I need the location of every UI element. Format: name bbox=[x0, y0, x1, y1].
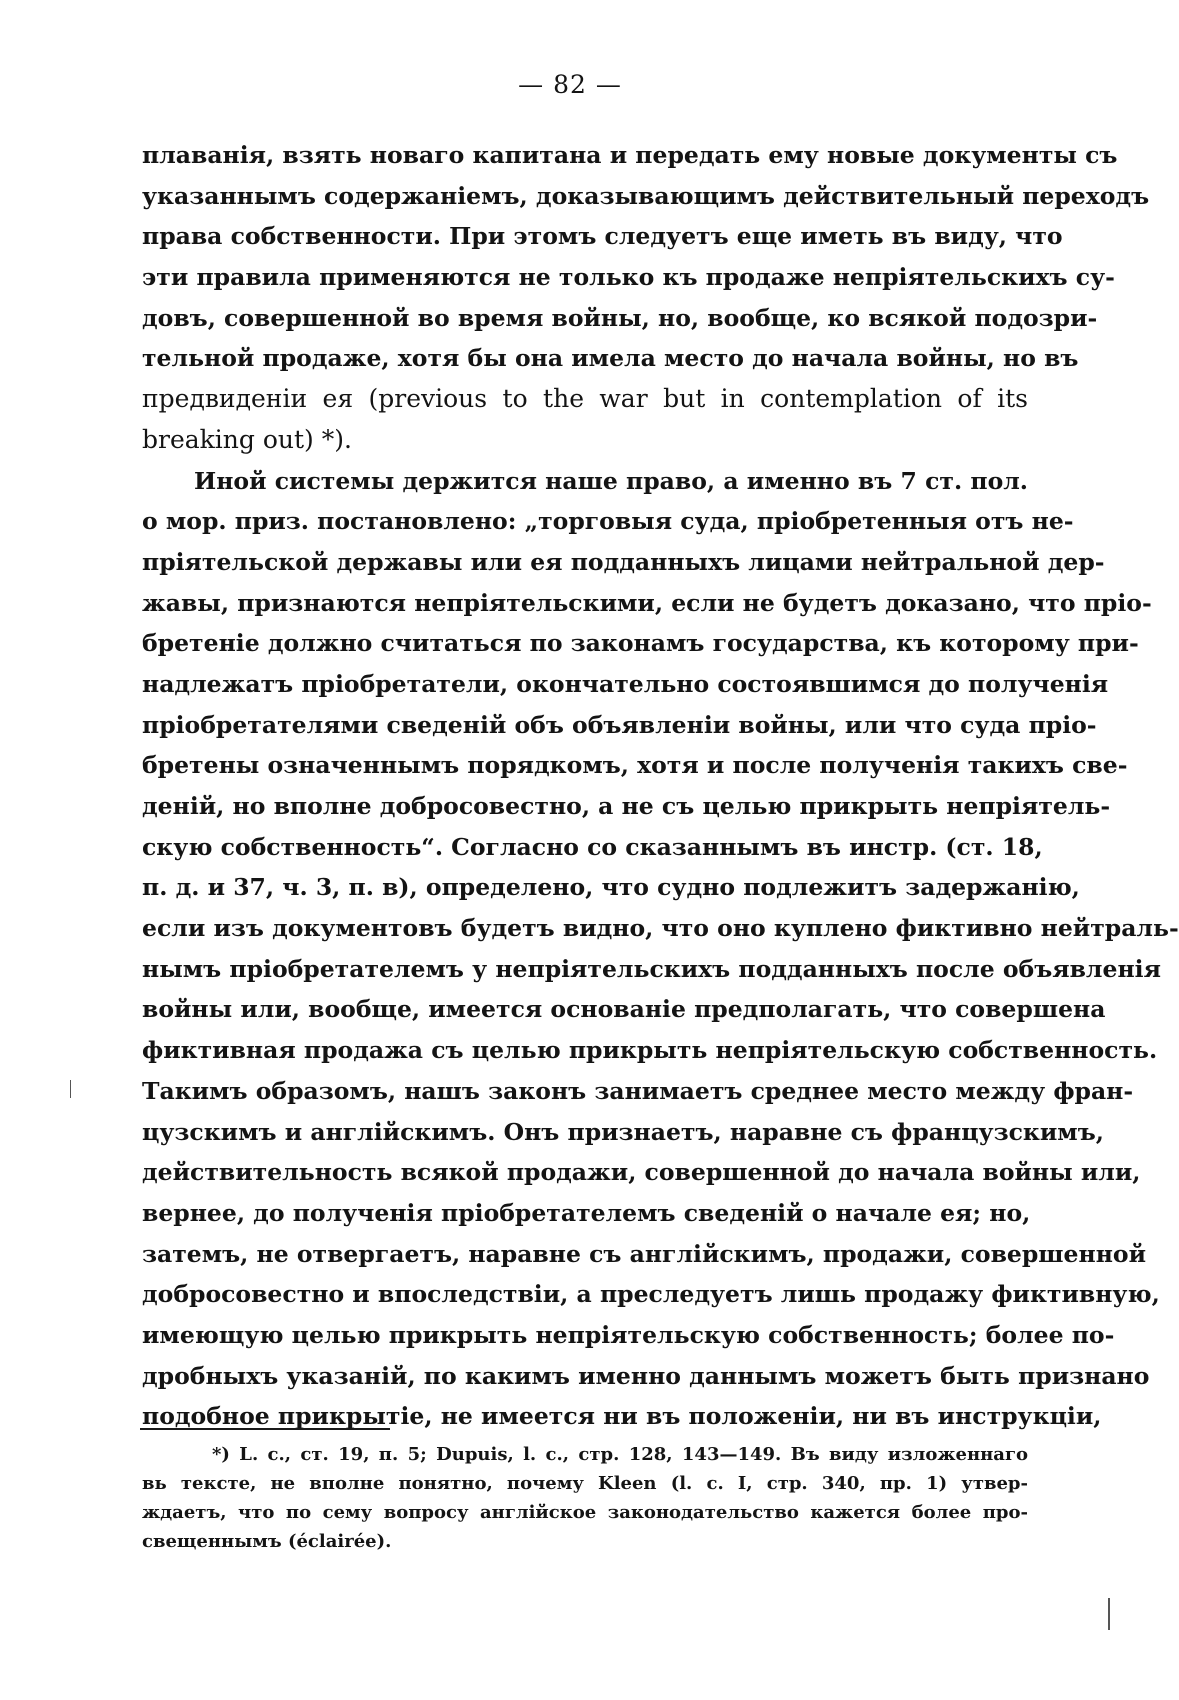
paragraph-start-line: Иной системы держится наше право, а именно въ 7 ст. пол. bbox=[194, 466, 1028, 495]
text-line: цузскимъ и англійскимъ. Онъ признаетъ, наравне съ французскимъ, bbox=[142, 1117, 1104, 1146]
text-line: надлежатъ пріобретатели, окончательно состоявшимся до полученія bbox=[142, 669, 1109, 698]
text-line: затемъ, не отвергаетъ, наравне съ англійскимъ, продажи, совершенной bbox=[142, 1239, 1147, 1268]
footnote-line: свещеннымъ (éclairée). bbox=[142, 1531, 392, 1552]
text-line: подобное прикрытіе, не имеется ни въ положеніи, ни въ инструкціи, bbox=[142, 1402, 1102, 1431]
text-line: скую собственность“. Согласно со сказаннымъ въ инстр. (ст. 18, bbox=[142, 832, 1043, 861]
text-line: breaking out) *). bbox=[142, 424, 352, 454]
text-line: права собственности. При этомъ следуетъ еще иметь въ виду, что bbox=[142, 222, 1063, 251]
text-line: тельной продаже, хотя бы она имела место до начала войны, но въ bbox=[142, 344, 1079, 373]
text-line: эти правила применяются не только къ продаже непріятельскихъ су- bbox=[142, 263, 1115, 292]
footnote-separator bbox=[140, 1428, 390, 1430]
text-line: войны или, вообще, имеется основаніе предполагать, что совершена bbox=[142, 995, 1106, 1024]
text-line: дробныхъ указаній, по какимъ именно даннымъ можетъ быть признано bbox=[142, 1361, 1150, 1390]
text-line: Такимъ образомъ, нашъ законъ занимаетъ среднее место между фран- bbox=[142, 1076, 1134, 1105]
text-line: предвиденіи ея (previous to the war but in contemplation of its bbox=[142, 384, 1028, 414]
text-line: бретеніе должно считаться по законамъ государства, къ которому при- bbox=[142, 629, 1139, 658]
text-line: жавы, признаются непріятельскими, если не будетъ доказано, что пріо- bbox=[142, 588, 1152, 617]
text-line: указаннымъ содержаніемъ, доказывающимъ действительный переходъ bbox=[142, 181, 1150, 210]
text-line: о мор. приз. постановлено: „торговыя суда, пріобретенныя отъ не- bbox=[142, 507, 1074, 536]
scan-speck bbox=[1108, 1598, 1110, 1630]
text-line: плаванія, взять новаго капитана и передать ему новые документы съ bbox=[142, 141, 1118, 169]
page-number: — 82 — bbox=[518, 70, 622, 99]
text-line: имеющую целью прикрыть непріятельскую собственность; более по- bbox=[142, 1320, 1115, 1349]
footnote-line: *) L. c., ст. 19, п. 5; Dupuis, l. c., стр. 128, 143—149. Въ виду изложеннаго bbox=[212, 1444, 1028, 1465]
text-line: вернее, до полученія пріобретателемъ сведеній о начале ея; но, bbox=[142, 1198, 1031, 1227]
footnote bbox=[142, 1440, 1028, 1556]
text-line: фиктивная продажа съ целью прикрыть непріятельскую собственность. bbox=[142, 1036, 1158, 1065]
text-line: довъ, совершенной во время войны, но, вообще, ко всякой подозри- bbox=[142, 303, 1098, 332]
text-line: пріобретателями сведеній объ объявленіи войны, или что суда пріо- bbox=[142, 710, 1097, 739]
text-line: пріятельской державы или ея подданныхъ лицами нейтральной дер- bbox=[142, 547, 1105, 576]
text-line: п. д. и 37, ч. 3, п. в), определено, что судно подлежитъ задержанію, bbox=[142, 873, 1080, 902]
footnote-line: вь тексте, не вполне понятно, почему Kleen (l. c. I, стр. 340, пр. 1) утвер- bbox=[142, 1473, 1028, 1494]
text-line: действительность всякой продажи, совершенной до начала войны или, bbox=[142, 1158, 1141, 1187]
text-line: добросовестно и впоследствіи, а преследуетъ лишь продажу фиктивную, bbox=[142, 1280, 1160, 1309]
footnote-line: ждаетъ, что по сему вопросу англійское законодательство кажется более про- bbox=[142, 1502, 1028, 1523]
main-text bbox=[142, 135, 1179, 1437]
text-line: деній, но вполне добросовестно, а не съ целью прикрыть непріятель- bbox=[142, 792, 1111, 820]
text-line: бретены означеннымъ порядкомъ, хотя и после полученія такихъ све- bbox=[142, 751, 1128, 780]
text-line: если изъ документовъ будетъ видно, что оно куплено фиктивно нейтраль- bbox=[142, 914, 1179, 943]
text-line: нымъ пріобретателемъ у непріятельскихъ подданныхъ после объявленія bbox=[142, 954, 1161, 983]
scan-speck bbox=[70, 1080, 71, 1098]
